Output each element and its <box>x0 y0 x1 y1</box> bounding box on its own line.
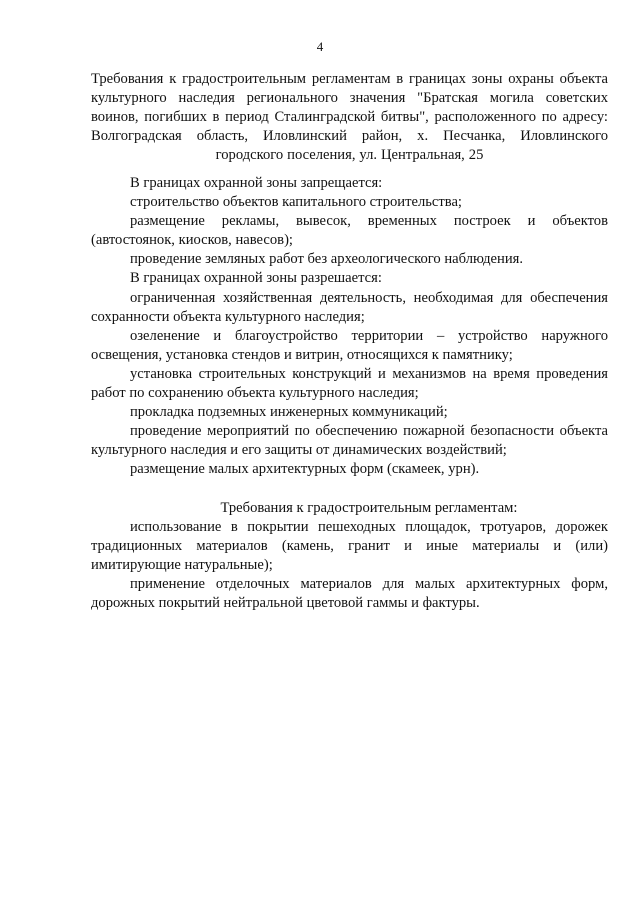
requirements-title: Требования к градостроительным регламентам: <box>220 499 518 516</box>
allowed-item: проведение мероприятий по обеспечению пожарной безопасности объекта культурного наследия и его защиты от динамических воздействий; <box>91 423 608 459</box>
allowed-title: В границах охранной зоны разрешается: <box>130 270 382 287</box>
prohibited-item: размещение рекламы, вывесок, временных построек и объектов (автостоянок, киосков, навесов); <box>91 213 608 249</box>
section-gap <box>91 480 608 499</box>
requirements-item: использование в покрытии пешеходных площадок, тротуаров, дорожек традиционных материалов (камень, гранит и иные материалы и (или) имитирующие натуральные); <box>91 518 608 573</box>
prohibited-item: строительство объектов капитального строительства; <box>130 194 462 211</box>
requirements-item: применение отделочных материалов для малых архитектурных форм, дорожных покрытий нейтральной цветовой гаммы и фактуры. <box>91 575 608 611</box>
document-heading: Требования к градостроительным регламентам в границах зоны охраны объекта культурного наследия регионального значения "Братская могила советских воинов, погибших в период Сталинградской битвы", расположенного по адресу: Волгоградская область, Иловлинский район, х. Песчанка, Иловлинского городского поселения, ул. Центральная, 25 <box>91 71 608 163</box>
allowed-item: прокладка подземных инженерных коммуникаций; <box>130 404 448 421</box>
prohibited-title: В границах охранной зоны запрещается: <box>130 175 383 191</box>
allowed-item: размещение малых архитектурных форм (скамеек, урн). <box>130 461 480 478</box>
allowed-item: ограниченная хозяйственная деятельность, необходимая для обеспечения сохранности объекта культурного наследия; <box>91 289 608 325</box>
allowed-item: озеленение и благоустройство территории – устройство наружного освещения, установка стендов и витрин, относящихся к памятнику; <box>91 327 608 363</box>
page-number: 4 <box>316 39 324 54</box>
prohibited-item: проведение земляных работ без археологического наблюдения. <box>130 251 524 268</box>
document-body <box>91 174 608 613</box>
allowed-item: установка строительных конструкций и механизмов на время проведения работ по сохранению объекта культурного наследия; <box>91 365 608 402</box>
